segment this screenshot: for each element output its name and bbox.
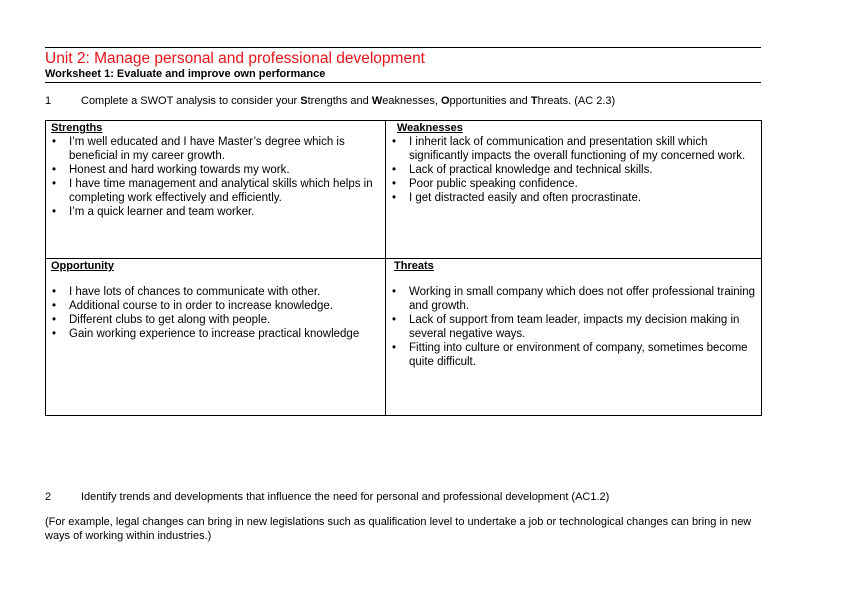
list-item: • Lack of support from team leader, impacts my decision making in several negative ways. xyxy=(391,313,757,341)
threats-cell xyxy=(386,259,762,416)
top-rule xyxy=(45,47,761,48)
list-item: • I’m well educated and I have Master’s degree which is beneficial in my career growth. xyxy=(51,135,381,163)
weaknesses-cell xyxy=(386,121,762,259)
list-item: • Additional course to in order to increase knowledge. xyxy=(51,299,381,313)
list-item: • Different clubs to get along with people. xyxy=(51,313,381,327)
question-2-note: (For example, legal changes can bring in new legislations such as qualification level to undertake a job or technological changes can bring in new ways of working within industries.) xyxy=(45,516,752,542)
strengths-heading: Strengths xyxy=(51,122,103,134)
threats-heading: Threats xyxy=(394,260,434,272)
swot-table xyxy=(45,120,762,416)
question-1-text: Complete a SWOT analysis to consider your Strengths and Weaknesses, Opportunities and Threats. (AC 2.3) xyxy=(81,95,616,107)
list-item: • Poor public speaking confidence. xyxy=(391,177,757,191)
list-item: • Lack of practical knowledge and technical skills. xyxy=(391,163,757,177)
list-item: • Working in small company which does not offer professional training and growth. xyxy=(391,285,757,313)
title-underline-rule xyxy=(45,82,761,83)
list-item: • I have lots of chances to communicate with other. xyxy=(51,285,381,299)
question-2-number: 2 xyxy=(45,491,52,503)
list-item: • I have time management and analytical skills which helps in completing work effectively and efficiently. xyxy=(51,177,381,205)
threats-list xyxy=(391,285,757,369)
question-1 xyxy=(45,95,615,107)
list-item: • I get distracted easily and often procrastinate. xyxy=(391,191,757,205)
list-item: • Honest and hard working towards my work. xyxy=(51,163,381,177)
list-item: • I’m a quick learner and team worker. xyxy=(51,205,381,219)
unit-title: Unit 2: Manage personal and professional development xyxy=(45,50,425,67)
opportunity-list xyxy=(51,285,381,341)
weaknesses-list xyxy=(391,135,757,205)
question-1-number: 1 xyxy=(45,95,52,107)
list-item: • I inherit lack of communication and presentation skill which significantly impacts the overall functioning of my concerned work. xyxy=(391,135,757,163)
question-2-text: Identify trends and developments that influence the need for personal and professional development (AC1.2) xyxy=(81,491,610,503)
opportunity-cell xyxy=(46,259,386,416)
worksheet-title: Worksheet 1: Evaluate and improve own performance xyxy=(45,68,326,80)
opportunity-heading: Opportunity xyxy=(51,260,114,272)
question-2 xyxy=(45,491,609,503)
list-item: • Fitting into culture or environment of company, sometimes become quite difficult. xyxy=(391,341,757,369)
list-item: • Gain working experience to increase practical knowledge xyxy=(51,327,381,341)
strengths-list xyxy=(51,135,381,219)
strengths-cell xyxy=(46,121,386,259)
weaknesses-heading: Weaknesses xyxy=(397,122,463,134)
